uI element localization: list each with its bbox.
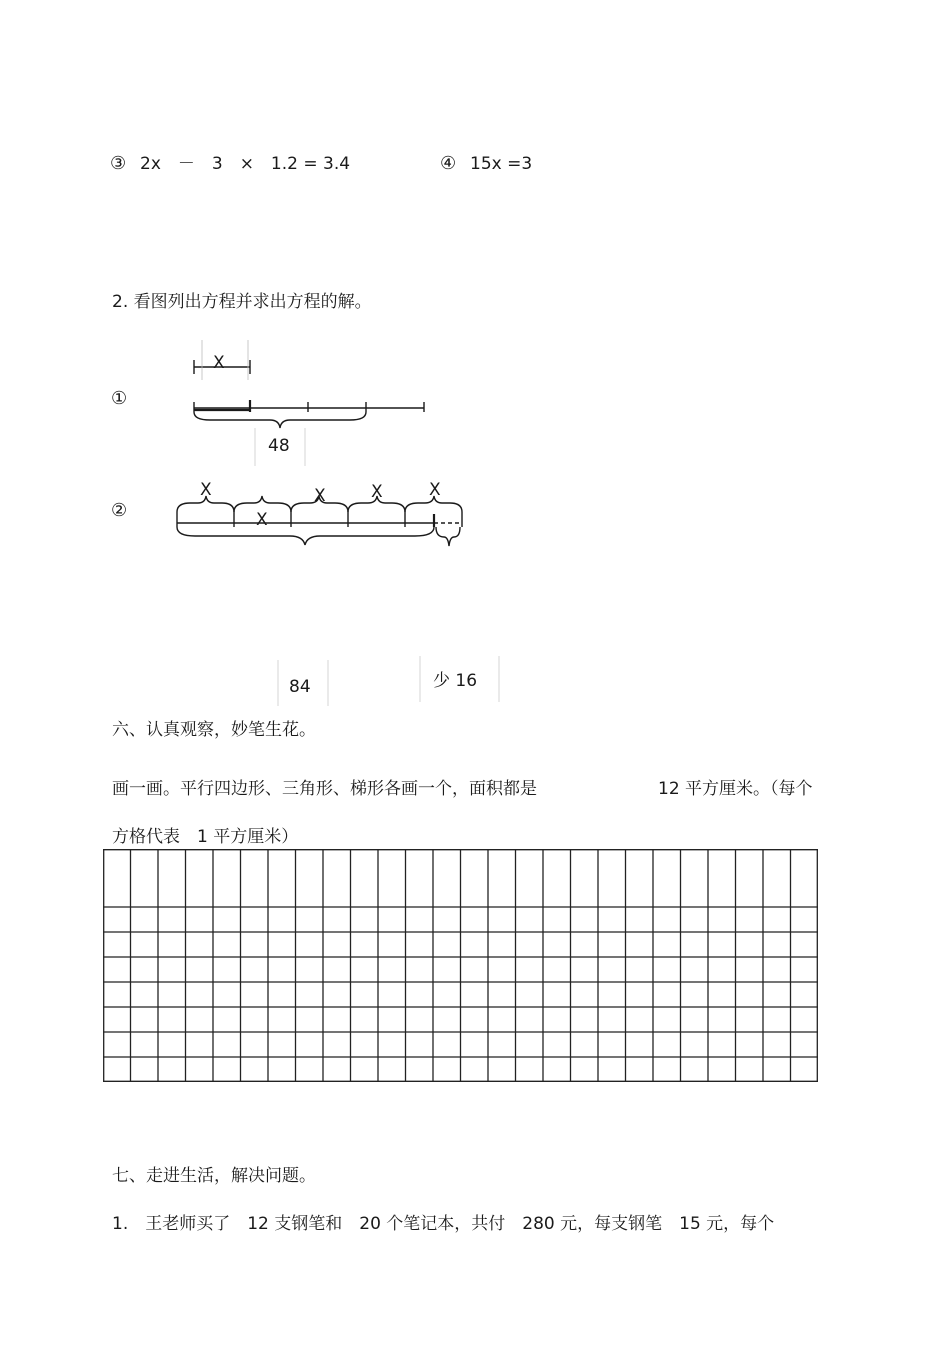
square-grid	[103, 849, 818, 1082]
drawing-grid[interactable]	[103, 849, 818, 1082]
diagram-2-segment-line	[177, 512, 462, 527]
section-6-heading: 六、认真观察，妙笔生花。	[112, 720, 316, 740]
diagram-1-x-label: X	[213, 353, 225, 373]
diagram-1-total-label: 48	[268, 436, 290, 456]
diagram-2-x-label-2: X	[314, 486, 326, 506]
problem-1-text: 1. 王老师买了 12 支钢笔和 20 个笔记本，共付 280 元，每支钢笔 15 元，每个	[112, 1214, 775, 1234]
equation-3: 2x － 3 × 1.2 = 3.4	[140, 154, 351, 174]
equation-4-marker: ④	[440, 153, 457, 174]
diagram-1-brace	[194, 412, 366, 428]
diagram-2-less-label: 少 16	[433, 671, 478, 691]
section-6-instruction-line2: 方格代表 1 平方厘米）	[112, 827, 299, 847]
diagram-2-total-label: 84	[289, 677, 311, 697]
section-6-instruction-part2: 12 平方厘米。（每个	[658, 779, 813, 799]
diagram-2-x-label-4: X	[429, 480, 441, 500]
diagram-2-x-label-3: X	[371, 482, 383, 502]
diagram-1-marker: ①	[111, 388, 128, 409]
section-7-heading: 七、走进生活，解决问题。	[112, 1166, 316, 1186]
equation-3-marker: ③	[110, 153, 127, 174]
question-2-title: 2. 看图列出方程并求出方程的解。	[112, 292, 372, 312]
diagram-2-x-label-1: X	[200, 480, 212, 500]
section-6-instruction-part1: 画一画。平行四边形、三角形、梯形各画一个，面积都是	[112, 779, 537, 799]
diagram-2-total-brace	[177, 527, 434, 545]
equation-4: 15x =3	[470, 154, 533, 174]
diagram-2-x-label-5: X	[256, 510, 268, 530]
diagram-1-segment-line	[194, 400, 424, 412]
diagram-2-marker: ②	[111, 500, 128, 521]
diagram-2-less-brace	[436, 527, 460, 546]
